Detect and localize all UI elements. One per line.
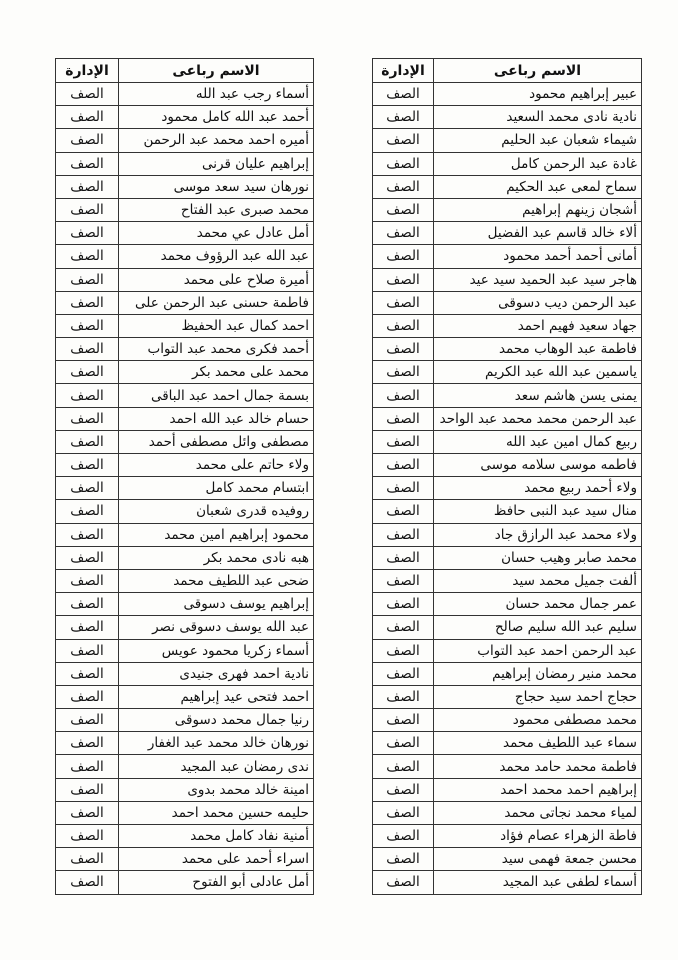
department-cell: الصف bbox=[56, 106, 119, 129]
department-cell: الصف bbox=[373, 639, 434, 662]
name-column-header: الاسم رباعى bbox=[119, 59, 314, 83]
table-row bbox=[373, 361, 642, 384]
department-cell: الصف bbox=[373, 593, 434, 616]
table-row bbox=[56, 175, 314, 198]
department-cell: الصف bbox=[56, 361, 119, 384]
table-row bbox=[56, 755, 314, 778]
department-cell: الصف bbox=[56, 222, 119, 245]
table-row bbox=[56, 106, 314, 129]
department-cell: الصف bbox=[373, 871, 434, 894]
dept-column-header: الإدارة bbox=[373, 59, 434, 83]
person-name-cell: ولاء أحمد ربيع محمد bbox=[434, 477, 642, 500]
table-row bbox=[56, 569, 314, 592]
person-name-cell: سماء عبد اللطيف محمد bbox=[434, 732, 642, 755]
person-name-cell: روفيده قدرى شعبان bbox=[119, 500, 314, 523]
department-cell: الصف bbox=[373, 778, 434, 801]
department-cell: الصف bbox=[373, 338, 434, 361]
table-row bbox=[373, 778, 642, 801]
table-row bbox=[373, 477, 642, 500]
table-row bbox=[373, 569, 642, 592]
table-row bbox=[373, 593, 642, 616]
person-name-cell: أحمد فكرى محمد عبد التواب bbox=[119, 338, 314, 361]
table-row bbox=[373, 175, 642, 198]
person-name-cell: محمد على محمد بكر bbox=[119, 361, 314, 384]
department-cell: الصف bbox=[56, 314, 119, 337]
table-header-row bbox=[56, 59, 314, 83]
department-cell: الصف bbox=[373, 825, 434, 848]
table-row bbox=[56, 361, 314, 384]
person-name-cell: إبراهيم احمد محمد احمد bbox=[434, 778, 642, 801]
department-cell: الصف bbox=[56, 129, 119, 152]
person-name-cell: مصطفى وائل مصطفى أحمد bbox=[119, 430, 314, 453]
person-name-cell: فاطمة حسنى عبد الرحمن على bbox=[119, 291, 314, 314]
department-cell: الصف bbox=[373, 268, 434, 291]
table-row bbox=[56, 732, 314, 755]
department-cell: الصف bbox=[56, 546, 119, 569]
department-cell: الصف bbox=[56, 198, 119, 221]
table-row bbox=[373, 848, 642, 871]
person-name-cell: أميره احمد محمد عبد الرحمن bbox=[119, 129, 314, 152]
department-cell: الصف bbox=[373, 175, 434, 198]
person-name-cell: حجاج احمد سيد حجاج bbox=[434, 685, 642, 708]
table-row bbox=[373, 268, 642, 291]
table-row bbox=[373, 523, 642, 546]
department-cell: الصف bbox=[373, 732, 434, 755]
person-name-cell: إبراهيم عليان قرنى bbox=[119, 152, 314, 175]
table-row bbox=[56, 500, 314, 523]
table-row bbox=[373, 801, 642, 824]
person-name-cell: عبد الله عبد الرؤوف محمد bbox=[119, 245, 314, 268]
department-cell: الصف bbox=[373, 523, 434, 546]
person-name-cell: فاطمة عبد الوهاب محمد bbox=[434, 338, 642, 361]
person-name-cell: أسماء رجب عبد الله bbox=[119, 83, 314, 106]
person-name-cell: محمد مصطفى محمود bbox=[434, 709, 642, 732]
person-name-cell: أمل عادلى أبو الفتوح bbox=[119, 871, 314, 894]
person-name-cell: عبد الرحمن احمد عبد التواب bbox=[434, 639, 642, 662]
table-row bbox=[56, 268, 314, 291]
person-name-cell: نورهان سيد سعد موسى bbox=[119, 175, 314, 198]
table-row bbox=[56, 198, 314, 221]
department-cell: الصف bbox=[56, 569, 119, 592]
table-row bbox=[56, 662, 314, 685]
department-cell: الصف bbox=[373, 245, 434, 268]
department-cell: الصف bbox=[56, 407, 119, 430]
person-name-cell: حسام خالد عبد الله احمد bbox=[119, 407, 314, 430]
person-name-cell: حليمه حسين محمد احمد bbox=[119, 801, 314, 824]
person-name-cell: أشجان زينهم إبراهيم bbox=[434, 198, 642, 221]
person-name-cell: ولاء محمد عبد الرازق جاد bbox=[434, 523, 642, 546]
table-row bbox=[373, 314, 642, 337]
person-name-cell: محمد صبرى عبد الفتاح bbox=[119, 198, 314, 221]
department-cell: الصف bbox=[56, 871, 119, 894]
department-cell: الصف bbox=[56, 593, 119, 616]
table-row bbox=[373, 384, 642, 407]
person-name-cell: نادية نادى محمد السعيد bbox=[434, 106, 642, 129]
table-row bbox=[373, 825, 642, 848]
dept-column-header: الإدارة bbox=[56, 59, 119, 83]
table-row bbox=[373, 616, 642, 639]
person-name-cell: عبد الرحمن محمد محمد عبد الواحد bbox=[434, 407, 642, 430]
table-row bbox=[56, 871, 314, 894]
person-name-cell: عبير إبراهيم محمود bbox=[434, 83, 642, 106]
table-row bbox=[56, 129, 314, 152]
department-cell: الصف bbox=[373, 152, 434, 175]
department-cell: الصف bbox=[373, 477, 434, 500]
table-row bbox=[56, 593, 314, 616]
table-row bbox=[373, 291, 642, 314]
table-row bbox=[373, 245, 642, 268]
table-row bbox=[56, 245, 314, 268]
table-row bbox=[56, 291, 314, 314]
person-name-cell: امينة خالد محمد بدوى bbox=[119, 778, 314, 801]
table-row bbox=[56, 848, 314, 871]
person-name-cell: أسماء زكريا محمود عويس bbox=[119, 639, 314, 662]
person-name-cell: محمود إبراهيم امين محمد bbox=[119, 523, 314, 546]
table-row bbox=[56, 825, 314, 848]
table-row bbox=[373, 454, 642, 477]
table-row bbox=[56, 616, 314, 639]
person-name-cell: سماح لمعى عبد الحكيم bbox=[434, 175, 642, 198]
person-name-cell: احمد كمال عبد الحفيظ bbox=[119, 314, 314, 337]
department-cell: الصف bbox=[56, 848, 119, 871]
department-cell: الصف bbox=[56, 291, 119, 314]
table-row bbox=[373, 198, 642, 221]
department-cell: الصف bbox=[373, 662, 434, 685]
department-cell: الصف bbox=[373, 198, 434, 221]
table-row bbox=[373, 755, 642, 778]
table-row bbox=[56, 222, 314, 245]
person-name-cell: رنيا جمال محمد دسوقى bbox=[119, 709, 314, 732]
department-cell: الصف bbox=[373, 546, 434, 569]
department-cell: الصف bbox=[56, 616, 119, 639]
department-cell: الصف bbox=[56, 685, 119, 708]
department-cell: الصف bbox=[56, 430, 119, 453]
person-name-cell: فاطمة محمد حامد محمد bbox=[434, 755, 642, 778]
department-cell: الصف bbox=[373, 129, 434, 152]
person-name-cell: ألفت جميل محمد سيد bbox=[434, 569, 642, 592]
department-cell: الصف bbox=[373, 848, 434, 871]
table-row bbox=[56, 384, 314, 407]
table-row bbox=[373, 546, 642, 569]
table-header-row bbox=[373, 59, 642, 83]
department-cell: الصف bbox=[56, 152, 119, 175]
table-row bbox=[56, 685, 314, 708]
person-name-cell: نورهان خالد محمد عبد الغفار bbox=[119, 732, 314, 755]
table-row bbox=[373, 685, 642, 708]
department-cell: الصف bbox=[373, 430, 434, 453]
department-cell: الصف bbox=[56, 268, 119, 291]
department-cell: الصف bbox=[373, 616, 434, 639]
department-cell: الصف bbox=[56, 662, 119, 685]
table-row bbox=[56, 314, 314, 337]
table-row bbox=[56, 338, 314, 361]
department-cell: الصف bbox=[373, 685, 434, 708]
person-name-cell: ألاء خالد قاسم عبد الفضيل bbox=[434, 222, 642, 245]
department-cell: الصف bbox=[373, 291, 434, 314]
table-row bbox=[373, 430, 642, 453]
person-name-cell: عمر جمال محمد حسان bbox=[434, 593, 642, 616]
person-name-cell: احمد فتحى عيد إبراهيم bbox=[119, 685, 314, 708]
person-name-cell: ضحى عبد اللطيف محمد bbox=[119, 569, 314, 592]
department-cell: الصف bbox=[373, 106, 434, 129]
department-cell: الصف bbox=[373, 500, 434, 523]
person-name-cell: عبد الرحمن ديب دسوقى bbox=[434, 291, 642, 314]
table-row bbox=[373, 407, 642, 430]
department-cell: الصف bbox=[56, 454, 119, 477]
person-name-cell: فاطمه موسى سلامه موسى bbox=[434, 454, 642, 477]
department-cell: الصف bbox=[56, 338, 119, 361]
person-name-cell: يمنى يسن هاشم سعد bbox=[434, 384, 642, 407]
department-cell: الصف bbox=[56, 500, 119, 523]
table-row bbox=[373, 639, 642, 662]
table-row bbox=[373, 129, 642, 152]
table-row bbox=[373, 871, 642, 894]
table-row bbox=[56, 83, 314, 106]
department-cell: الصف bbox=[56, 778, 119, 801]
department-cell: الصف bbox=[56, 175, 119, 198]
person-name-cell: أميرة صلاح على محمد bbox=[119, 268, 314, 291]
person-name-cell: محمد صابر وهيب حسان bbox=[434, 546, 642, 569]
department-cell: الصف bbox=[373, 407, 434, 430]
person-name-cell: فاطة الزهراء عصام فؤاد bbox=[434, 825, 642, 848]
person-name-cell: جهاد سعيد فهيم احمد bbox=[434, 314, 642, 337]
person-name-cell: ابتسام محمد كامل bbox=[119, 477, 314, 500]
person-name-cell: هبه نادى محمد بكر bbox=[119, 546, 314, 569]
person-name-cell: أمانى أحمد أحمد محمود bbox=[434, 245, 642, 268]
department-cell: الصف bbox=[56, 477, 119, 500]
person-name-cell: أمل عادل عي محمد bbox=[119, 222, 314, 245]
department-cell: الصف bbox=[56, 709, 119, 732]
person-name-cell: بسمة جمال احمد عبد الباقى bbox=[119, 384, 314, 407]
person-name-cell: أحمد عبد الله كامل محمود bbox=[119, 106, 314, 129]
department-cell: الصف bbox=[56, 639, 119, 662]
department-cell: الصف bbox=[373, 222, 434, 245]
table-row bbox=[373, 500, 642, 523]
department-cell: الصف bbox=[56, 755, 119, 778]
department-cell: الصف bbox=[373, 709, 434, 732]
person-name-cell: إبراهيم يوسف دسوقى bbox=[119, 593, 314, 616]
table-row bbox=[56, 454, 314, 477]
department-cell: الصف bbox=[56, 732, 119, 755]
department-cell: الصف bbox=[373, 384, 434, 407]
table-row bbox=[373, 338, 642, 361]
name-column-header: الاسم رباعى bbox=[434, 59, 642, 83]
table-row bbox=[56, 430, 314, 453]
table-row bbox=[56, 639, 314, 662]
person-name-cell: غادة عبد الرحمن كامل bbox=[434, 152, 642, 175]
department-cell: الصف bbox=[373, 569, 434, 592]
person-name-cell: ربيع كمال امين عبد الله bbox=[434, 430, 642, 453]
person-name-cell: ولاء حاتم على محمد bbox=[119, 454, 314, 477]
table-row bbox=[373, 732, 642, 755]
table-row bbox=[373, 662, 642, 685]
person-name-cell: نادية احمد فهرى جنيدى bbox=[119, 662, 314, 685]
person-name-cell: اسراء أحمد على محمد bbox=[119, 848, 314, 871]
department-cell: الصف bbox=[56, 83, 119, 106]
table-row bbox=[56, 801, 314, 824]
table-row bbox=[373, 222, 642, 245]
department-cell: الصف bbox=[56, 523, 119, 546]
person-name-cell: محمد منير رمضان إبراهيم bbox=[434, 662, 642, 685]
person-name-cell: ياسمين عبد الله عبد الكريم bbox=[434, 361, 642, 384]
table-row bbox=[373, 152, 642, 175]
table-row bbox=[373, 709, 642, 732]
table-row bbox=[373, 83, 642, 106]
department-cell: الصف bbox=[373, 314, 434, 337]
table-row bbox=[56, 546, 314, 569]
table-row bbox=[56, 407, 314, 430]
left-names-table bbox=[55, 58, 314, 895]
person-name-cell: هاجر سيد عبد الحميد سيد عيد bbox=[434, 268, 642, 291]
person-name-cell: أسماء لطفى عبد المجيد bbox=[434, 871, 642, 894]
department-cell: الصف bbox=[373, 755, 434, 778]
department-cell: الصف bbox=[373, 454, 434, 477]
table-row bbox=[56, 778, 314, 801]
person-name-cell: عبد الله يوسف دسوقى نصر bbox=[119, 616, 314, 639]
right-names-table bbox=[372, 58, 642, 895]
department-cell: الصف bbox=[373, 801, 434, 824]
person-name-cell: لمياء محمد نجاتى محمد bbox=[434, 801, 642, 824]
table-row bbox=[56, 152, 314, 175]
person-name-cell: ندى رمضان عبد المجيد bbox=[119, 755, 314, 778]
person-name-cell: محسن جمعة فهمى سيد bbox=[434, 848, 642, 871]
department-cell: الصف bbox=[56, 801, 119, 824]
person-name-cell: سليم عبد الله سليم صالح bbox=[434, 616, 642, 639]
department-cell: الصف bbox=[56, 384, 119, 407]
department-cell: الصف bbox=[56, 245, 119, 268]
table-row bbox=[56, 523, 314, 546]
person-name-cell: أمنية نفاد كامل محمد bbox=[119, 825, 314, 848]
person-name-cell: منال سيد عبد النبى حافظ bbox=[434, 500, 642, 523]
department-cell: الصف bbox=[373, 361, 434, 384]
department-cell: الصف bbox=[56, 825, 119, 848]
table-row bbox=[56, 709, 314, 732]
department-cell: الصف bbox=[373, 83, 434, 106]
table-row bbox=[56, 477, 314, 500]
person-name-cell: شيماء شعبان عبد الحليم bbox=[434, 129, 642, 152]
table-row bbox=[373, 106, 642, 129]
